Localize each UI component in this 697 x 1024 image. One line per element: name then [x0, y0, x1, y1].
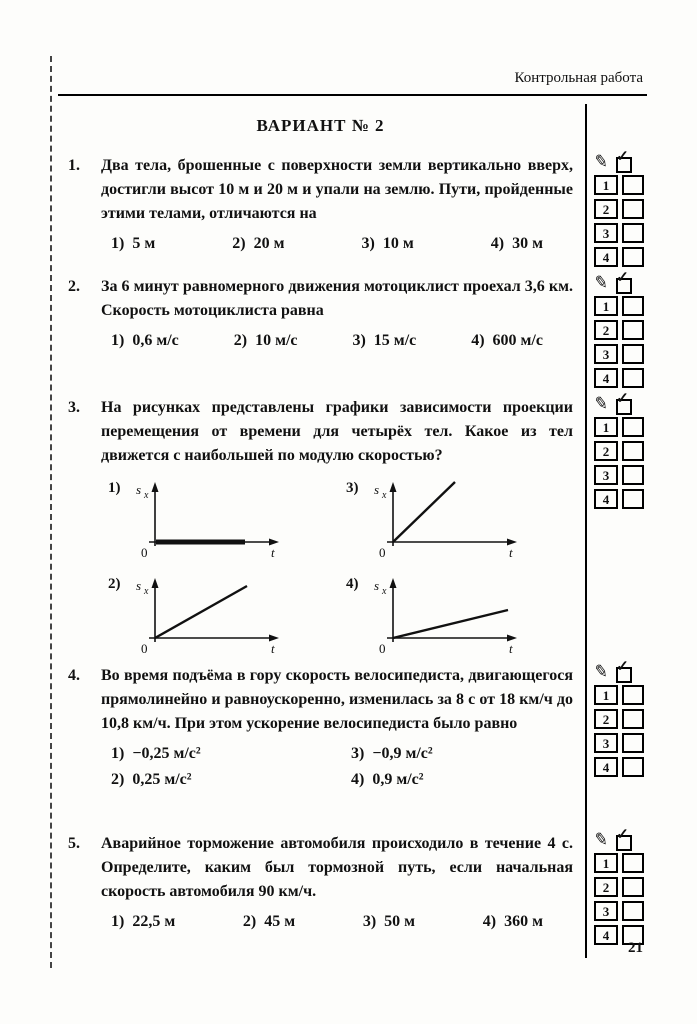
y-axis-label: s [373, 578, 379, 593]
graph-label: 4) [346, 576, 359, 592]
answer-fill-box [622, 489, 644, 509]
question-number: 1. [68, 157, 80, 174]
answer-option: 2) 10 м/с [233, 332, 298, 349]
y-axis-subscript: x [381, 586, 386, 597]
answer-option: 3) −0,9 м/с² [351, 745, 433, 762]
answer-option: 4) 360 м [482, 913, 543, 930]
x-axis-label: t [508, 545, 513, 560]
checkmark-box-icon [616, 391, 632, 415]
answer-option: 2) 0,25 м/с² [111, 771, 192, 788]
answer-option: 1) 22,5 м [111, 913, 176, 930]
option-number-box: 3 [594, 344, 618, 364]
answer-options-row [111, 235, 543, 253]
answer-option: 3) 50 м [362, 913, 416, 930]
checkmark-box-icon [616, 270, 632, 294]
question-text: На рисунках представлены графики зависимости проекции перемещения от времени для четырёх тел. Какое из тел движется с наибольшей по модулю скоростью? [101, 399, 573, 464]
check-icon: ✓ [616, 270, 629, 286]
option-number-box: 2 [594, 709, 618, 729]
question-block-1 [58, 150, 647, 271]
option-number-box: 4 [594, 925, 618, 945]
answer-options-row [111, 913, 543, 931]
graph-label: 3) [346, 480, 359, 496]
pencil-icon: ✎ [592, 829, 610, 850]
x-axis-label: t [270, 641, 275, 656]
check-icon: ✓ [616, 391, 629, 407]
answer-fill-box [622, 247, 644, 267]
question-text: Аварийное торможение автомобиля происходило в течение 4 с. Определите, каким был тормозной путь, если начальная скорость автомобиля 90 км/ч. [101, 835, 573, 900]
y-axis-label: s [135, 482, 141, 497]
y-axis-label: s [373, 482, 379, 497]
answer-marking-column [585, 392, 647, 660]
answer-column-spacer [585, 104, 647, 150]
answer-fill-box [622, 296, 644, 316]
check-icon: ✓ [616, 659, 629, 675]
question-number: 3. [68, 399, 80, 416]
pencil-icon: ✎ [592, 661, 610, 682]
option-number-box: 3 [594, 223, 618, 243]
option-number-box: 1 [594, 853, 618, 873]
answer-fill-box [622, 199, 644, 219]
answer-fill-box [622, 223, 644, 243]
question-number: 2. [68, 278, 80, 295]
pencil-icon: ✎ [592, 272, 610, 293]
answer-fill-box [622, 465, 644, 485]
y-axis-subscript: x [381, 490, 386, 501]
page-content [58, 104, 647, 958]
answer-options-row [111, 332, 543, 350]
answer-option: 4) 600 м/с [471, 332, 543, 349]
title-row [58, 104, 647, 150]
question-block-3 [58, 392, 647, 660]
option-number-box: 2 [594, 441, 618, 461]
y-axis-label: s [135, 578, 141, 593]
checkmark-box-icon [616, 659, 632, 683]
answer-fill-box [622, 344, 644, 364]
question-text: Во время подъёма в гору скорость велосипедиста, двигающегося прямолинейно и равноускоренно, изменилась за 8 с от 18 км/ч до 10,8 км/ч. При этом ускорение велосипедиста было равно [101, 667, 573, 732]
answer-option: 2) 20 м [232, 235, 285, 252]
answer-marking-widget [592, 659, 646, 777]
answer-fill-box [622, 877, 644, 897]
graph-cell-2 [108, 574, 346, 660]
answer-fill-box [622, 757, 644, 777]
answer-marking-column [585, 660, 647, 828]
graphs-grid [108, 478, 573, 660]
answer-fill-box [622, 853, 644, 873]
option-number-box: 1 [594, 685, 618, 705]
checkmark-box-icon [616, 827, 632, 851]
pencil-icon: ✎ [592, 151, 610, 172]
origin-label: 0 [140, 545, 147, 560]
question-block-4 [58, 660, 647, 828]
answer-marking-column [585, 828, 647, 958]
left-dashed-margin-line [50, 56, 52, 968]
answer-option: 4) 0,9 м/с² [351, 771, 424, 788]
question-block-2 [58, 271, 647, 392]
graph-label: 2) [108, 576, 121, 592]
answer-fill-box [622, 320, 644, 340]
answer-fill-box [622, 417, 644, 437]
option-number-box: 4 [594, 368, 618, 388]
question-text: За 6 минут равномерного движения мотоциклист проехал 3,6 км. Скорость мотоциклиста равна [101, 278, 573, 319]
displacement-time-graph-2 [123, 574, 308, 660]
answer-fill-box [622, 175, 644, 195]
option-number-box: 3 [594, 733, 618, 753]
graph-cell-4 [346, 574, 573, 660]
option-number-box: 2 [594, 877, 618, 897]
answer-option: 1) 5 м [111, 235, 156, 252]
pencil-icon: ✎ [592, 393, 610, 414]
displacement-time-graph-4 [361, 574, 546, 660]
check-icon: ✓ [616, 827, 629, 843]
header-rule [58, 94, 647, 96]
origin-label: 0 [378, 545, 385, 560]
answer-fill-box [622, 733, 644, 753]
answer-option: 4) 30 м [490, 235, 543, 252]
graph-cell-3 [346, 478, 573, 564]
displacement-time-graph-1 [123, 478, 308, 564]
page-number: 21 [628, 940, 643, 956]
answer-option: 2) 45 м [242, 913, 296, 930]
running-head: Контрольная работа [514, 70, 643, 86]
answer-fill-box [622, 368, 644, 388]
check-icon: ✓ [616, 149, 629, 165]
question-block-5 [58, 828, 647, 958]
answer-option: 3) 10 м [361, 235, 414, 252]
checkmark-box-icon [616, 149, 632, 173]
origin-label: 0 [378, 641, 385, 656]
origin-label: 0 [140, 641, 147, 656]
answer-fill-box [622, 709, 644, 729]
x-axis-label: t [270, 545, 275, 560]
graph-label: 1) [108, 480, 121, 496]
answer-option: 1) −0,25 м/с² [111, 745, 201, 762]
answer-fill-box [622, 441, 644, 461]
answer-marking-widget [592, 149, 646, 267]
answer-option: 3) 15 м/с [352, 332, 417, 349]
x-axis-label: t [508, 641, 513, 656]
option-number-box: 3 [594, 901, 618, 921]
question-number: 5. [68, 835, 80, 852]
option-number-box: 1 [594, 175, 618, 195]
answer-fill-box [622, 685, 644, 705]
answer-options-grid [111, 745, 573, 789]
option-number-box: 4 [594, 489, 618, 509]
answer-marking-column [585, 150, 647, 271]
option-number-box: 1 [594, 417, 618, 437]
answer-option: 1) 0,6 м/с [111, 332, 179, 349]
option-number-box: 1 [594, 296, 618, 316]
answer-marking-widget [592, 270, 646, 388]
variant-title: ВАРИАНТ № 2 [256, 116, 385, 135]
option-number-box: 3 [594, 465, 618, 485]
option-number-box: 2 [594, 320, 618, 340]
question-text: Два тела, брошенные с поверхности земли вертикально вверх, достигли высот 10 м и 20 м и упали на землю. Пути, пройденные этими телами, отличаются на [101, 157, 573, 222]
option-number-box: 4 [594, 757, 618, 777]
answer-fill-box [622, 901, 644, 921]
y-axis-subscript: x [143, 490, 148, 501]
option-number-box: 4 [594, 247, 618, 267]
displacement-time-graph-3 [361, 478, 546, 564]
answer-marking-widget [592, 391, 646, 509]
option-number-box: 2 [594, 199, 618, 219]
graph-cell-1 [108, 478, 346, 564]
answer-marking-column [585, 271, 647, 392]
y-axis-subscript: x [143, 586, 148, 597]
question-number: 4. [68, 667, 80, 684]
answer-marking-widget [592, 827, 646, 945]
